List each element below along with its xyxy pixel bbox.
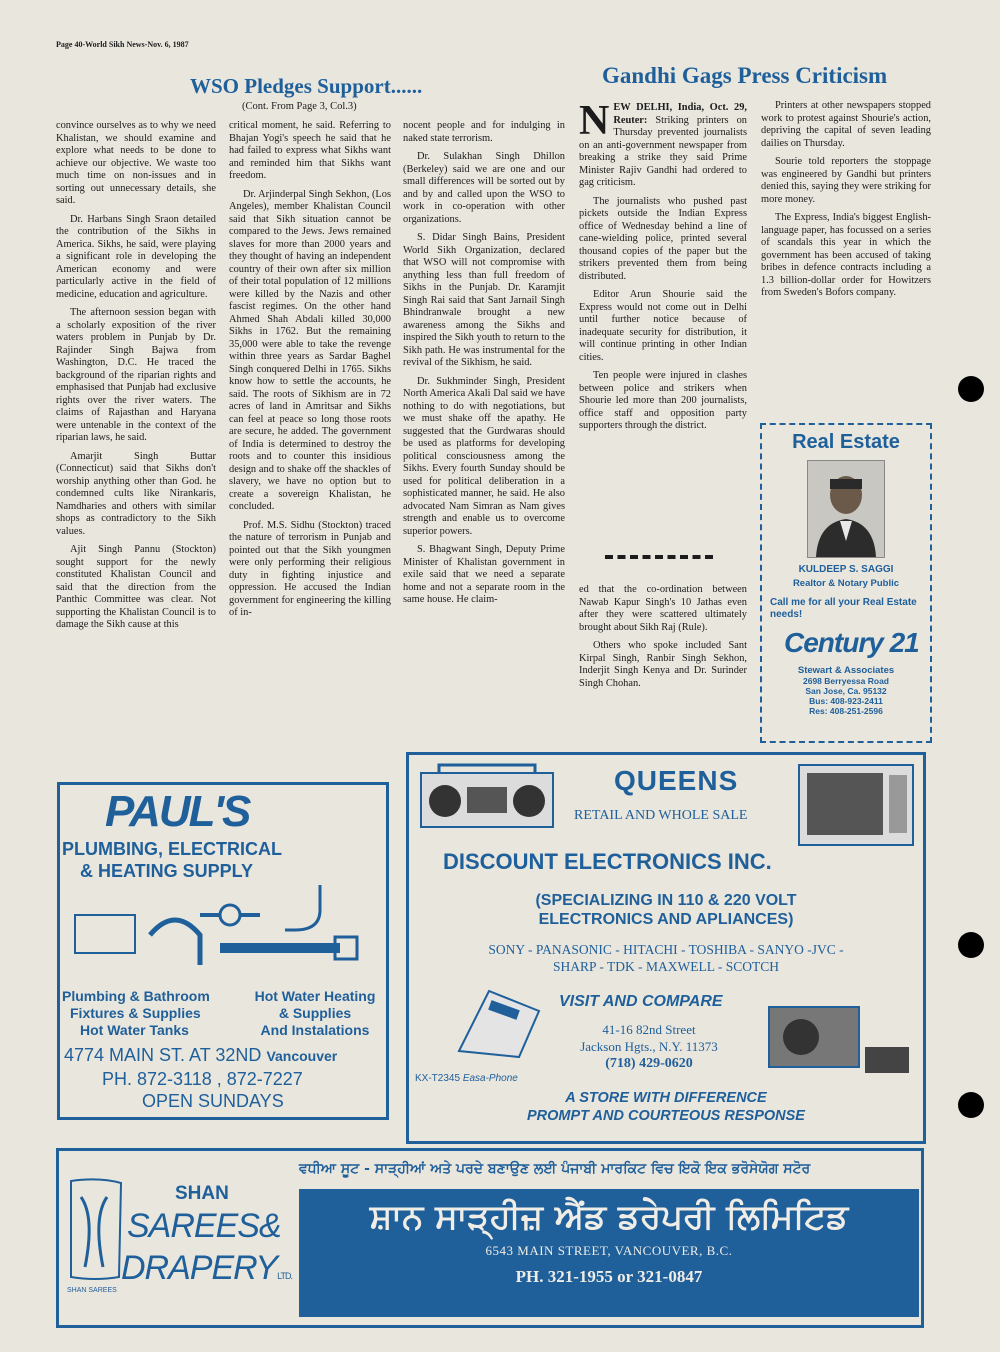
paragraph: S. Didar Singh Bains, President World Sikh Organization, declared that WSO will not compromise with anything less than full freedom of Sikhs in the Punjab. Dr. Karamjit Singh Rai said that Sant Jarnail Singh Bhindranwale brought a new awareness among the Sikhs and inspired the Sikh youth to return to the Sikh path. He was instrumental for the revival of the Sikhism, he said.	[403, 232, 565, 368]
paragraph: Others who spoke included Sant Kirpal Singh, Ranbir Singh Sekhon, Inderjit Singh Kenya and Dr. Surinder Singh Chohan.	[579, 640, 747, 689]
specialty-line: (SPECIALIZING IN 110 & 220 VOLT	[535, 892, 797, 909]
shan-logo-line-2: SAREES&	[127, 1207, 281, 1245]
gandhi-headline: Gandhi Gags Press Criticism	[602, 63, 888, 88]
phone-caption	[415, 1073, 518, 1084]
paragraph: Ajit Singh Pannu (Stockton) sought support for the newly constituted Khalistan Council and said that the direction from the Panthic Committee was clear. Not supporting the Khalistan Council is to damage the Sikh cause at this	[56, 544, 216, 630]
shan-sarees-ad	[56, 1148, 924, 1328]
shan-badge: SHAN SAREES	[67, 1287, 117, 1294]
service-line: And Instalations	[260, 1022, 370, 1038]
wso-continued-note: (Cont. From Page 3, Col.3)	[242, 101, 357, 112]
drop-cap: N	[579, 98, 610, 144]
queens-visit: VISIT AND COMPARE	[559, 993, 723, 1010]
paragraph: Editor Arun Shourie said the Express would not come out in Delhi until further notice because of inadequate security for distribution, it will continue printing in other Indian cities.	[579, 289, 747, 363]
phone-brand: Easa-Phone	[462, 1073, 518, 1084]
binder-hole	[958, 932, 984, 958]
paragraph: Amarjit Singh Buttar (Connecticut) said that Sikhs don't worship anything other than God. he condemned cults like Nirankaris, Namdharies and others with similar shops as contradictory to the Sikh values.	[56, 450, 216, 537]
wso-headline: WSO Pledges Support......	[190, 74, 423, 98]
pauls-right-services	[240, 988, 390, 1039]
binder-hole	[958, 376, 984, 402]
paragraph: nocent people and for indulging in naked state terrorism.	[403, 120, 565, 144]
shan-logo-line-1: SHAN	[175, 1183, 229, 1204]
plumbing-illustration	[70, 885, 370, 985]
pauls-address-line	[64, 1045, 337, 1066]
wso-column-2	[229, 120, 391, 626]
queens-specialty	[409, 891, 923, 929]
lead-text: Striking printers on Thursday prevented journalists on an anti-government newspaper from breaking a strike they said Prime Minister Rajiv Gandhi had ordered to gag criticism.	[579, 114, 747, 188]
wso-column-4	[579, 584, 747, 696]
queens-title: QUEENS	[614, 765, 739, 796]
phone-model: KX-T2345	[415, 1073, 461, 1084]
brands-line: SHARP - TDK - MAXWELL - SCOTCH	[553, 959, 779, 974]
brands-line: SONY - PANASONIC - HITACHI - TOSHIBA - SANYO -JVC -	[488, 942, 844, 957]
pauls-city: Vancouver	[266, 1048, 338, 1064]
ad-title: Real Estate	[792, 431, 900, 453]
page-folio: Page 40-World Sikh News-Nov. 6, 1987	[56, 40, 189, 49]
queens-phone: (718) 429-0620	[605, 1056, 693, 1071]
pauls-address: 4774 MAIN ST. AT 32ND	[64, 1045, 262, 1065]
paragraph: S. Bhagwant Singh, Deputy Prime Minister of Khalistan government in exile said that we need a separate home and not a separate room in the same house. He claim-	[403, 544, 565, 605]
tagline-line: A STORE WITH DIFFERENCE	[565, 1090, 767, 1106]
shan-punjabi-tagline: ਵਧੀਆ ਸੂਟ - ਸਾੜ੍ਹੀਆਂ ਅਤੇ ਪਰਦੇ ਬਣਾਉਣ ਲਈ ਪੰਜਾਬੀ ਮਾਰਕਿਟ ਵਿਚ ਇਕੋ ਇਕ ਭਰੋਸੇਯੋਗ ਸਟੋਰ	[299, 1161, 811, 1177]
paragraph: Dr. Harbans Singh Sraon detailed the contribution of the Sikhs in America. Sikhs, he said, were playing a significant role in developing the American economy and were particularly active in the field of medicine, education and agriculture.	[56, 213, 216, 300]
tagline-line: PROMPT AND COURTEOUS RESPONSE	[527, 1108, 805, 1124]
paragraph: Dr. Sukhminder Singh, President North America Akali Dal said we have nothing to do with negotiations, but we must shake off the apathy. He suggested that the Gurdwaras should be used as platforms for developing political consciousness among the Sikhs. Every fourth Sunday should be used for political deliberation in a sophisticated manner, he said. He also advocated Nam Simran as Nam gives strength and enable us to overcome superior powers.	[403, 375, 565, 537]
pauls-logo: PAUL'S	[105, 787, 250, 836]
queens-brands	[409, 941, 923, 975]
shan-logo-figure	[65, 1177, 125, 1283]
specialty-line: ELECTRONICS AND APLIANCES)	[538, 911, 794, 928]
gandhi-column-1	[579, 98, 747, 439]
ad-callout: Call me for all your Real Estate needs!	[770, 597, 917, 620]
queens-company-name: DISCOUNT ELECTRONICS INC.	[443, 849, 772, 874]
shan-logo-line-3	[121, 1249, 292, 1288]
address-line: Jackson Hgts., N.Y. 11373	[580, 1039, 718, 1054]
paragraph: convince ourselves as to why we need Khalistan, we should examine and explore what needs to be done to achieve our objective. We waste too much time on non-issues and in sorting out unnecessary details, she said.	[56, 120, 216, 206]
service-line: Hot Water Tanks	[80, 1022, 189, 1038]
ltd-text: LTD.	[277, 1271, 292, 1281]
paragraph: The Express, India's biggest English-language paper, has focussed on a series of scandals this year in which the government has been accused of taking bribes in defence contracts including a 1.3 billion-dollar order for Howitzers from Sweden's Bofors company.	[761, 212, 931, 298]
binder-hole	[958, 1092, 984, 1118]
service-line: Fixtures & Supplies	[70, 1005, 201, 1021]
paragraph: Ten people were injured in clashes between police and strikers when Shourie led more than 200 journalists, office staff and opposition party supporters through the district.	[579, 370, 747, 431]
residence-phone: Res: 408-251-2596	[809, 706, 883, 716]
dateline: EW DELHI, India, Oct. 29, Reuter:	[613, 102, 747, 126]
queens-electronics-ad	[406, 752, 926, 1144]
phone-illustration	[449, 981, 553, 1061]
paragraph: Dr. Sulakhan Singh Dhillon (Berkeley) said we are one and our small differences will be sorted out by and by and called upon the WSO to work in co-operation with other organizations.	[403, 151, 565, 225]
shan-punjabi-name: ਸ਼ਾਨ ਸਾੜ੍ਹੀਜ਼ ਐਂਡ ਡਰੇਪਰੀ ਲਿਮਿਟਿਡ	[369, 1197, 849, 1237]
service-line: & Supplies	[278, 1005, 352, 1021]
drapery-text: DRAPERY	[121, 1249, 278, 1287]
pauls-plumbing-ad	[57, 782, 389, 1120]
paragraph: ed that the co-ordination between Nawab Kapur Singh's 10 Jathas even after they were scattered ultimately brought about Sikh Raj (Rule).	[579, 584, 747, 633]
agent-photo	[807, 460, 885, 558]
queens-address	[559, 1021, 739, 1072]
wso-column-1	[56, 120, 216, 638]
paragraph: Sourie told reporters the stoppage was engineered by Gandhi but printers denied this, saying they were striking for more money.	[761, 156, 931, 205]
pauls-hours: OPEN SUNDAYS	[142, 1091, 284, 1111]
company-city: San Jose, Ca. 95132	[805, 686, 887, 696]
pauls-line-2: & HEATING SUPPLY	[80, 861, 254, 881]
pauls-left-services	[62, 988, 210, 1039]
century-21-logo: Century 21	[784, 627, 919, 658]
business-phone: Bus: 408-923-2411	[809, 696, 883, 706]
paragraph: Prof. M.S. Sidhu (Stockton) traced the nature of terrorism in Punjab and pointed out that the Sikh youngmen were only performing their religious duty in fighting injustice and oppression. He accused the Indian government for engineering the killing of in-	[229, 519, 391, 618]
television-illustration	[797, 763, 915, 849]
company-name: Stewart & Associates	[797, 665, 895, 676]
agent-name: KULDEEP S. SAGGI	[798, 564, 894, 575]
address-line: 41-16 82nd Street	[602, 1022, 696, 1037]
service-line: Hot Water Heating	[254, 988, 376, 1004]
real-estate-ad	[760, 423, 932, 743]
pauls-phone: PH. 872-3118 , 872-7227	[102, 1069, 303, 1089]
agent-role: Realtor & Notary Public	[792, 578, 900, 589]
pauls-line-1: PLUMBING, ELECTRICAL	[62, 839, 282, 859]
gandhi-column-2	[761, 100, 931, 306]
camcorder-illustration	[765, 987, 915, 1079]
company-address: 2698 Berryessa Road	[802, 676, 889, 686]
shan-phone: PH. 321-1955 or 321-0847	[515, 1267, 703, 1286]
wso-column-3	[403, 120, 565, 613]
queens-subtitle: RETAIL AND WHOLE SALE	[574, 808, 748, 823]
shan-name-banner	[299, 1189, 919, 1317]
shan-address: 6543 MAIN STREET, VANCOUVER, B.C.	[485, 1243, 733, 1258]
service-line: Plumbing & Bathroom	[62, 988, 210, 1004]
paragraph: critical moment, he said. Referring to Bhajan Yogi's speech he said that he had failed to express what Sikhs want and reminded him that Sikhs want freedom.	[229, 120, 391, 181]
queens-tagline	[409, 1089, 923, 1125]
paragraph: The afternoon session began with a scholarly exposition of the river waters problem in Punjab by Dr. Rajinder Singh Bajwa from Washington, D.C. He traced the background of the riparian rights and emphasised that Punjab had exclusive rights over the river waters. The claims of Rajasthan and Haryana were untenable in the context of the riparian laws, he said.	[56, 307, 216, 443]
paragraph: Dr. Arjinderpal Singh Sekhon, (Los Angeles), member Khalistan Council said that Sikh situation cannot be compared to the Jews. Jews remained slaves for more than 2000 years and they thought of having an independent country of their own after six million of their total population of 12 millions were killed by the Nazis and other fascist regimes. On the other hand Ahmed Shah Abdali killed 30,000 Sikhs in 1762. But the remaining 35,000 were able to take the revenge within three years as Sardar Baghel Singh conquered Delhi in 1765. Sikhs know how to settle the accounts, he said. The roots of Sikhism are in 72 acres of land in Amritsar and Sikhs can feel at peace so long those roots are secure, he added. The government of India is determined to destroy the roots and to counter this insidious design and to shake off the shackles of slavery, we have no option but to create a sovereign Khalistan, he concluded.	[229, 188, 391, 512]
article-divider	[605, 555, 713, 559]
paragraph: Printers at other newspapers stopped work to protest against Shourie's action, depriving the capital of seven leading dailies on Thursday.	[761, 100, 931, 149]
boombox-illustration	[419, 763, 555, 829]
paragraph: The journalists who pushed past pickets outside the Indian Express office of Wednesday behind a line of cane-wielding police, printed several thousand copies of the paper but the strikers prevented them from being distributed.	[579, 195, 747, 282]
